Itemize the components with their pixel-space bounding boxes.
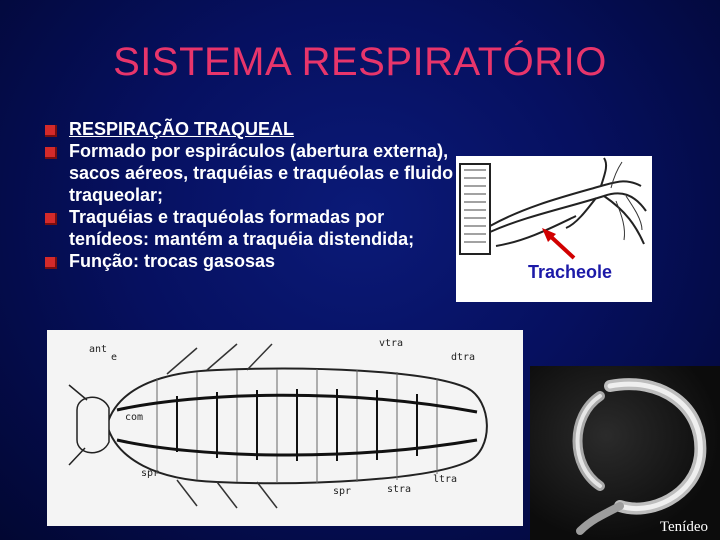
label-com: com	[125, 412, 144, 423]
bullet-square-icon	[45, 125, 57, 137]
larva-figure	[47, 330, 523, 526]
bullet-square-icon	[45, 257, 57, 269]
taenidium-micrograph-icon	[530, 366, 720, 540]
label-spr-bottom: spr	[333, 486, 352, 497]
bullet-item	[45, 250, 465, 272]
bullet-square-icon	[45, 213, 57, 225]
tenidio-figure	[530, 366, 720, 540]
bullet-list	[45, 118, 465, 272]
tenidio-label: Tenídeo	[659, 519, 708, 535]
label-stra: stra	[387, 484, 412, 495]
bullet-item	[45, 140, 465, 206]
tracheole-label: Tracheole	[528, 262, 613, 282]
bullet-text: RESPIRAÇÃO TRAQUEAL	[69, 119, 295, 139]
slide-title: SISTEMA RESPIRATÓRIO	[113, 40, 607, 84]
bullet-item	[45, 206, 465, 250]
bullet-square-icon	[45, 147, 57, 159]
label-e: e	[111, 352, 118, 363]
insect-larva-tracheal-diagram-icon	[47, 330, 523, 526]
label-spr-left: spr	[141, 468, 160, 479]
label-ant: ant	[89, 344, 108, 355]
label-ltra: ltra	[433, 474, 458, 485]
bullet-text: Formado por espiráculos (abertura externa), sacos aéreos, traquéias e traquéolas e fluido traqueolar;	[69, 141, 454, 205]
bullet-item-heading	[45, 118, 465, 140]
bullet-text: Função: trocas gasosas	[69, 251, 276, 271]
label-dtra: dtra	[451, 352, 476, 363]
label-vtra: vtra	[379, 338, 404, 349]
bullet-text: Traquéias e traquéolas formadas por tenídeos: mantém a traquéia distendida;	[69, 207, 415, 249]
